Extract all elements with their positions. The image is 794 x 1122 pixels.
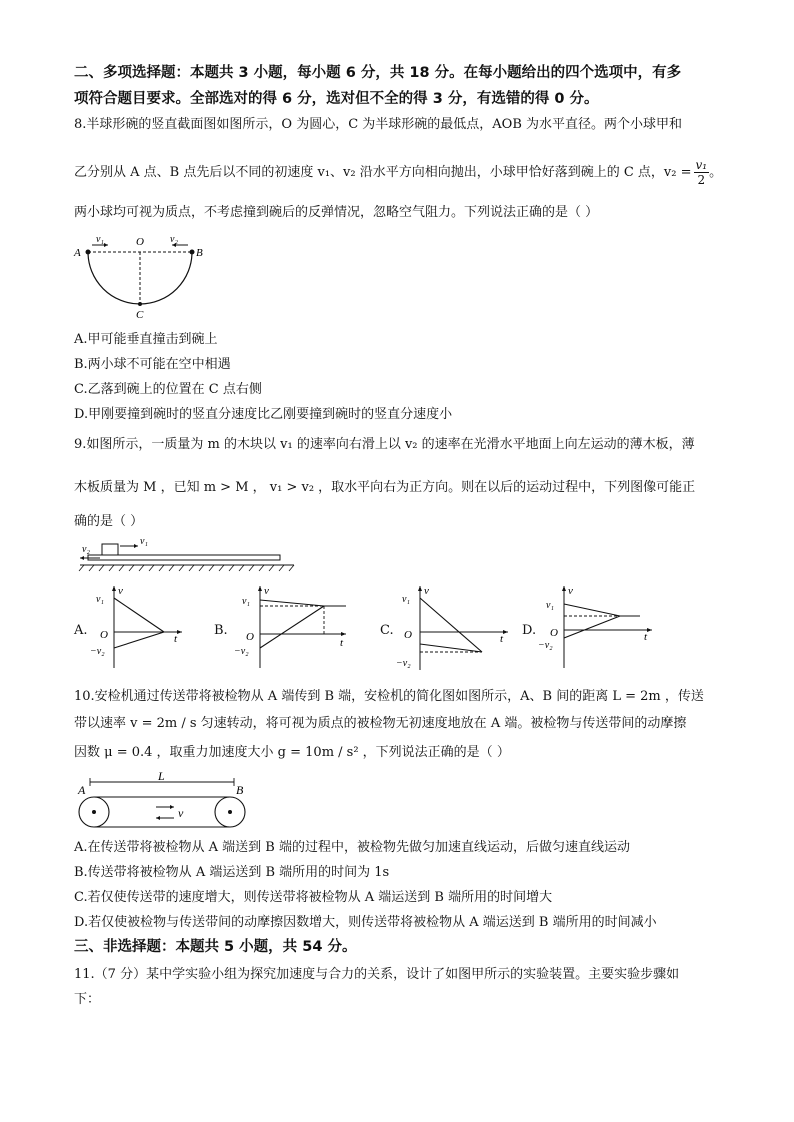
- v1-arrowhead: [134, 544, 138, 548]
- section2-header-line2: 项符合题目要求。全部选对的得 6 分，选对但不全的得 3 分，有选错的得 0 分。: [74, 91, 599, 107]
- label-t: t: [340, 637, 344, 649]
- q8-bowl-figure: [70, 232, 210, 322]
- label-v: v: [424, 585, 429, 597]
- label-a: A: [74, 247, 81, 259]
- q11-stem-line1: 11.（7 分）某中学实验小组为探究加速度与合力的关系，设计了如图甲所示的实验装置。主要实验步骤如: [74, 967, 680, 982]
- t-axis-arrowhead: [503, 630, 508, 634]
- v2-arrowhead: [80, 556, 84, 560]
- label-v: v: [264, 585, 269, 597]
- belt-top-arrowhead: [170, 805, 174, 809]
- label-t: t: [174, 633, 178, 645]
- q10-stem-line3: 因数 μ = 0.4 ，取重力加速度大小 g = 10m / s² ，下列说法正确的是（ ）: [74, 745, 510, 760]
- q9-graph-d: [536, 582, 656, 670]
- q8-option-d: D.甲刚要撞到碗时的竖直分速度比乙刚要撞到碗时的竖直分速度小: [74, 407, 453, 422]
- label-neg-v2: −v₂: [538, 640, 553, 651]
- q9-stem-line3: 确的是（ ）: [74, 514, 144, 529]
- q8-option-c: C.乙落到碗上的位置在 C 点右侧: [74, 382, 262, 397]
- section3-header: 三、非选择题：本题共 5 小题，共 54 分。: [74, 939, 357, 955]
- q9-option-b-letter: B.: [214, 623, 228, 638]
- label-v: v: [118, 585, 123, 597]
- q10-option-a: A.在传送带将被检物从 A 端送到 B 端的过程中，被检物先做匀加速直线运动，后做匀速直线运动: [74, 840, 630, 855]
- label-t: t: [644, 631, 648, 643]
- label-o: O: [246, 631, 254, 643]
- q11-stem-line2: 下：: [74, 992, 101, 1007]
- label-b: B: [196, 247, 203, 259]
- v-axis-arrowhead: [258, 586, 262, 591]
- block-line: [114, 598, 164, 632]
- label-o: O: [100, 629, 108, 641]
- t-axis-arrowhead: [177, 630, 182, 634]
- label-o: O: [136, 236, 144, 248]
- block-line: [564, 604, 620, 616]
- q10-stem-line1: 10.安检机通过传送带将被检物从 A 端传到 B 端，安检机的简化图如图所示，A、B 间的距离 L = 2m ，传送: [74, 689, 704, 704]
- block-line: [420, 598, 482, 652]
- label-v1: v₁: [546, 600, 554, 611]
- q10-option-d: D.若仅使被检物与传送带间的动摩擦因数增大，则传送带将被检物从 A 端运送到 B 端所用的时间减小: [74, 915, 657, 930]
- q8-stem-line2-end: 。: [709, 165, 723, 180]
- ball-a: [86, 250, 91, 255]
- wooden-block: [102, 544, 118, 555]
- label-l: L: [158, 770, 165, 783]
- board-line: [114, 632, 164, 648]
- q9-option-a-letter: A.: [74, 623, 88, 638]
- q9-graph-c: [396, 582, 512, 672]
- t-axis-arrowhead: [647, 628, 652, 632]
- point-c: [138, 302, 142, 306]
- q9-block-board-figure: [74, 532, 299, 576]
- label-c: C: [136, 309, 144, 321]
- board-line: [260, 606, 324, 648]
- block-line: [260, 600, 324, 606]
- label-v2: v₂: [82, 544, 90, 555]
- label-b: B: [236, 783, 244, 797]
- q8-fraction-denominator: 2: [697, 173, 706, 187]
- ball-b: [190, 250, 195, 255]
- label-a: A: [78, 783, 86, 797]
- q9-graph-b: [230, 582, 350, 670]
- pulley-right-axle: [228, 810, 232, 814]
- belt-bottom-arrowhead: [156, 816, 160, 820]
- label-neg-v2: −v₂: [234, 646, 249, 657]
- q8-stem-line3: 两小球均可视为质点，不考虑撞到碗后的反弹情况，忽略空气阻力。下列说法正确的是（ ）: [74, 205, 599, 220]
- label-v: v: [568, 585, 573, 597]
- section2-header-line1: 二、多项选择题：本题共 3 小题，每小题 6 分，共 18 分。在每小题给出的四个选项中，有多: [74, 65, 682, 81]
- q8-option-b: B.两小球不可能在空中相遇: [74, 357, 231, 372]
- q8-stem-line2: [74, 158, 722, 187]
- q8-stem-line1: 8.半球形碗的竖直截面图如图所示，O 为圆心，C 为半球形碗的最低点，AOB 为水平直径。两个小球甲和: [74, 117, 683, 132]
- board-line: [420, 644, 482, 652]
- q10-option-c: C.若仅使传送带的速度增大，则传送带将被检物从 A 端运送到 B 端所用的时间增大: [74, 890, 553, 905]
- label-v1: v₁: [96, 594, 104, 605]
- q9-graph-a: [90, 582, 186, 670]
- v-axis-arrowhead: [112, 586, 116, 591]
- v1-arrowhead: [104, 243, 108, 247]
- thin-board: [88, 555, 280, 560]
- label-o: O: [550, 627, 558, 639]
- label-neg-v2: −v₂: [90, 646, 105, 657]
- label-o: O: [404, 629, 412, 641]
- q10-option-b: B.传送带将被检物从 A 端运送到 B 端所用的时间为 1s: [74, 865, 390, 880]
- v-axis-arrowhead: [562, 586, 566, 591]
- q8-fraction: [694, 158, 710, 187]
- q8-fraction-numerator: v₁: [695, 158, 708, 172]
- q10-stem-line2: 带以速率 v = 2m / s 匀速转动，将可视为质点的被检物无初速度地放在 A 端。被检物与传送带间的动摩擦: [74, 716, 687, 731]
- q10-conveyor-figure: [74, 770, 254, 832]
- q9-option-c-letter: C.: [380, 623, 394, 638]
- board-line: [564, 616, 620, 638]
- label-v: v: [178, 806, 184, 820]
- v-axis-arrowhead: [418, 586, 422, 591]
- label-v1: v₁: [242, 596, 250, 607]
- label-v2: v₂: [170, 234, 178, 245]
- ground-hatching: [79, 565, 294, 571]
- label-t: t: [500, 633, 504, 645]
- pulley-left-axle: [92, 810, 96, 814]
- q9-stem-line1: 9.如图所示，一质量为 m 的木块以 v₁ 的速率向右滑上以 v₂ 的速率在光滑水平地面上向左运动的薄木板，薄: [74, 437, 695, 452]
- label-v1: v₁: [140, 536, 148, 547]
- q8-option-a: A.甲可能垂直撞击到碗上: [74, 332, 218, 347]
- label-neg-v2: −v₂: [396, 658, 411, 669]
- label-v1: v₁: [96, 234, 104, 245]
- q9-stem-line2: 木板质量为 M ，已知 m > M ， v₁ > v₂ ，取水平向右为正方向。则在以后的运动过程中，下列图像可能正: [74, 480, 696, 495]
- q9-option-d-letter: D.: [522, 623, 537, 638]
- q8-stem-line2-text: 乙分别从 A 点、B 点先后以不同的初速度 v₁、v₂ 沿水平方向相向抛出，小球甲恰好落到碗上的 C 点，v₂ =: [74, 165, 692, 180]
- t-axis-arrowhead: [341, 632, 346, 636]
- label-v1: v₁: [402, 594, 410, 605]
